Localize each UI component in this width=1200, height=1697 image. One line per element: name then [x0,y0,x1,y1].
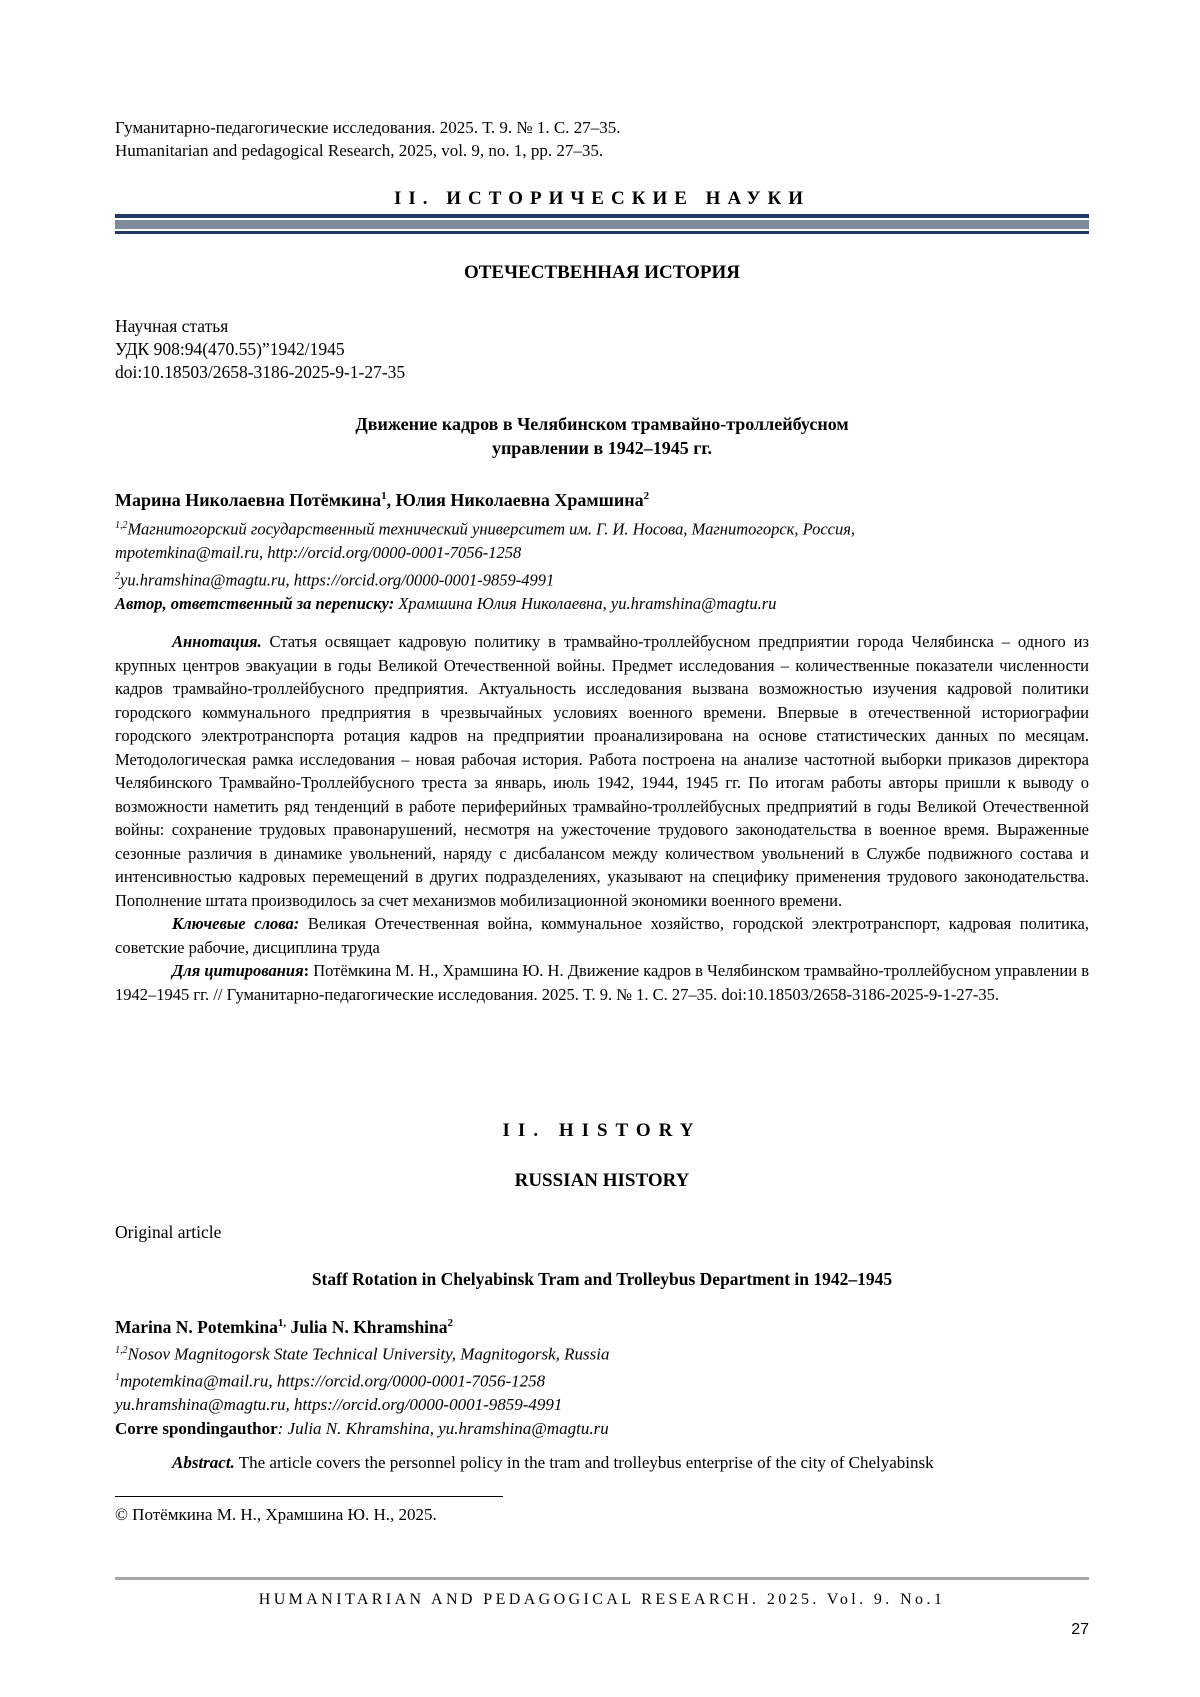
corr-label-en: Corre spondingauthor [115,1418,278,1438]
affil-email2-en: yu.hramshina@magtu.ru, https://orcid.org/0000-0001-9859-4991 [115,1395,563,1415]
journal-footer: HUMANITARIAN AND PEDAGOGICAL RESEARCH. 2025. Vol. 9. No.1 [258,1591,946,1608]
authors-en [115,1317,453,1338]
title-ru-line2: управлении в 1942–1945 гг. [491,438,713,458]
affil-email1-ru: mpotemkina@mail.ru, http://orcid.org/0000-0001-7056-1258 [115,543,522,562]
affil-sup12: 1,2 [115,520,128,531]
cite-text-ru: Потёмкина М. Н., Храмшина Ю. Н. Движение кадров в Челябинском трамвайно-троллейбусном управлении в 1942–1945 гг. // Гуманитарно-педагогические исследования. 2025. Т. 9. № 1. С. 27–35. doi:10.18503/2658-3186-2025-9-1-27-35. [115,961,1089,1004]
header-rule [115,214,1089,234]
page-number: 27 [1071,1621,1089,1638]
abstract-ru [115,630,1089,1006]
article-type: Научная статья [115,316,229,336]
article-title-ru [115,412,1089,460]
section-title-ru: II. ИСТОРИЧЕСКИЕ НАУКИ [393,188,811,209]
cite-colon: : [303,961,310,980]
keywords-label-ru: Ключевые слова: [172,914,300,933]
abstract-label-en: Abstract. [172,1453,235,1472]
footer-rule [115,1577,1089,1580]
journal-header-en: Humanitarian and pedagogical Research, 2025, vol. 9, no. 1, pp. 27–35. [115,141,604,160]
article-title-en: Staff Rotation in Chelyabinsk Tram and Trolleybus Department in 1942–1945 [311,1269,893,1289]
section-title-en: II. HISTORY [502,1120,702,1141]
affil-sup2: 2 [115,570,120,582]
udc: УДК 908:94(470.55)”1942/1945 [115,339,345,359]
title-ru-line1: Движение кадров в Челябинском трамвайно-троллейбусном [355,414,849,434]
affiliation-en [115,1339,609,1440]
author2-ru: Юлия Николаевна Храмшина [395,490,644,510]
abstract-label-ru: Аннотация. [172,632,262,651]
footnote-rule [115,1496,503,1497]
affil-en-sup12: 1,2 [115,1345,128,1356]
affil-email2-ru: yu.hramshina@magtu.ru, https://orcid.org/0000-0001-9859-4991 [120,570,555,589]
cite-label-ru: Для цитирования [172,961,304,980]
author1-en-sup: 1, [277,1317,287,1330]
authors-ru [115,490,649,511]
journal-header-ru: Гуманитарно-педагогические исследования. 2025. Т. 9. № 1. С. 27–35. [115,118,621,137]
affil-org-en: Nosov Magnitogorsk State Technical University, Magnitogorsk, Russia [127,1344,610,1364]
affiliation-ru [115,514,1089,615]
keywords-ru: Великая Отечественная война, коммунальное хозяйство, городской электротранспорт, кадровая политика, советские рабочие, дисциплина труда [115,914,1089,957]
author1-ru: Марина Николаевна Потёмкина [115,490,382,510]
abstract-en [115,1453,1089,1473]
subsection-title-en: RUSSIAN HISTORY [514,1170,690,1191]
corr-value-en: : Julia N. Khramshina, yu.hramshina@magtu.ru [277,1418,609,1438]
abstract-text-ru: Статья освящает кадровую политику в трамвайно-троллейбусном предприятии города Челябинска – одного из крупных центров эвакуации в годы Великой Отечественной войны. Предмет исследования – количественные показатели численности кадров трамвайно-троллейбусного предприятия. Актуальность исследования вызвана возможностью изучения кадровой политики городского коммунального предприятия в чрезвычайных условиях военного времени. Впервые в отечественной историографии городского электротранспорта ротация кадров на предприятии проанализирована на основе статистических данных по месяцам. Методологическая рамка исследования – новая рабочая история. Работа построена на анализе частотной выборки приказов директора Челябинского Трамвайно-Троллейбусного треста за январь, июль 1942, 1944, 1945 гг. По итогам работы авторы пришли к выводу о возможности наметить ряд тенденций в работе периферийных трамвайно-троллейбусных предприятий в годы Великой Отечественной войны: сохранение трудовых правонарушений, несмотря на ужесточение трудового законодательства в военное время. Выраженные сезонные различия в динамике увольнений, наряду с дисбалансом между количеством увольнений в Службе подвижного состава и интенсивностью кадровых перемещений в других подразделениях, указывают на специфику применения трудового законодательства. Пополнение штата производилось за счет механизмов мобилизационной экономики военного времени. [115,632,1089,910]
author-separator: , [386,490,396,510]
affil-en-sup1: 1 [115,1372,120,1384]
doi: doi:10.18503/2658-3186-2025-9-1-27-35 [115,362,406,382]
abstract-text-en: The article covers the personnel policy in the tram and trolleybus enterprise of the city of Chelyabinsk [234,1453,934,1472]
author2-en: Julia N. Khramshina [286,1317,448,1337]
article-type-en: Original article [115,1222,222,1242]
author2-en-sup: 2 [447,1317,454,1330]
affil-email1-en: mpotemkina@mail.ru, https://orcid.org/0000-0001-7056-1258 [120,1371,546,1391]
author1-en: Marina N. Potemkina [115,1317,278,1337]
article-meta [115,315,405,384]
subsection-title-ru: ОТЕЧЕСТВЕННАЯ ИСТОРИЯ [463,262,741,283]
author1-sup: 1 [381,490,387,502]
author2-sup: 2 [643,490,650,502]
affil-org-ru: Магнитогорский государственный технический университет им. Г. И. Носова, Магнитогорск, Россия, [127,519,856,539]
copyright: © Потёмкина М. Н., Храмшина Ю. Н., 2025. [115,1505,437,1524]
corr-value-ru: Храмшина Юлия Николаевна, yu.hramshina@magtu.ru [394,593,777,613]
journal-header [115,116,620,162]
corr-label-ru: Автор, ответственный за переписку: [115,593,395,613]
